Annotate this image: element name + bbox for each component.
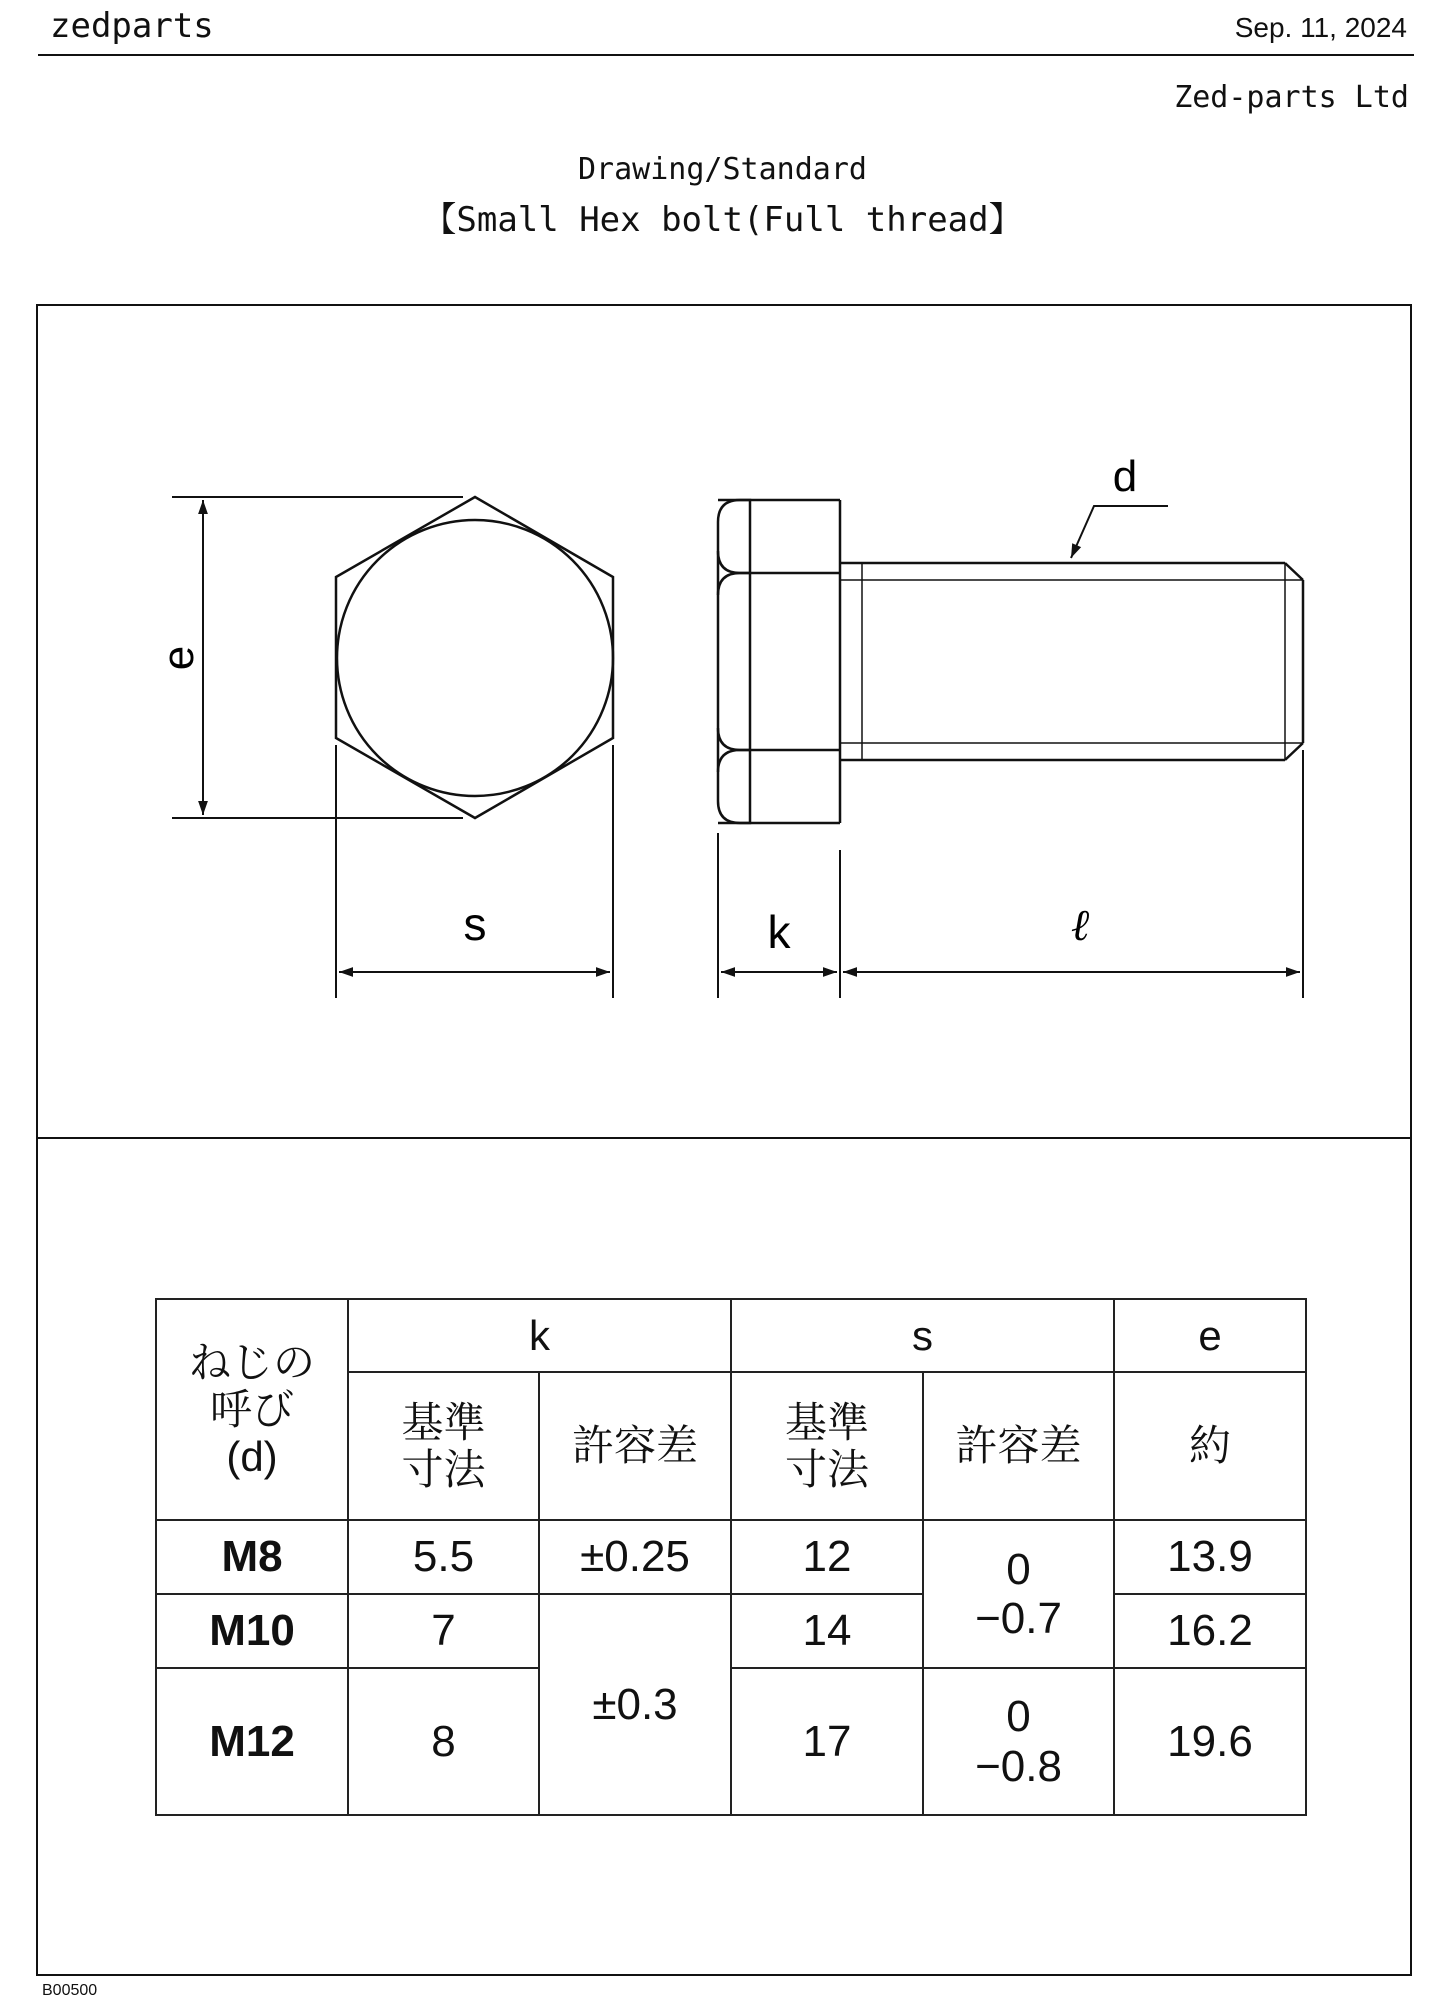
bolt-shank <box>840 563 1303 760</box>
cell-size: M8 <box>156 1520 348 1594</box>
document-title: 【Small Hex bolt(Full thread】 <box>422 200 1023 240</box>
header-e-approx: 約 <box>1114 1372 1306 1520</box>
table-row <box>156 1668 1306 1815</box>
cell-k: 7 <box>348 1594 539 1668</box>
cell-s: 17 <box>731 1668 923 1815</box>
thread-root-lines <box>840 563 1303 760</box>
label-l: ℓ <box>1070 900 1090 951</box>
table-row <box>156 1520 1306 1594</box>
header-s-basic: 基準 寸法 <box>731 1372 923 1520</box>
cell-k: 8 <box>348 1668 539 1815</box>
hex-head-end-view <box>336 497 613 818</box>
dimension-s <box>336 745 613 998</box>
header-k-basic: 基準 寸法 <box>348 1372 539 1520</box>
dimension-e <box>172 497 463 818</box>
label-d: d <box>1112 452 1138 501</box>
cell-s-tol: 0 −0.8 <box>923 1668 1114 1815</box>
header-divider <box>38 54 1414 56</box>
label-s: s <box>463 898 487 950</box>
cell-s: 14 <box>731 1594 923 1668</box>
bolt-drawing <box>38 306 1410 1136</box>
dimension-table <box>155 1298 1307 1816</box>
bolt-head-faces <box>718 500 840 823</box>
document-date: Sep. 11, 2024 <box>1234 12 1407 43</box>
header-s: s <box>731 1299 1114 1372</box>
dimension-k-l <box>718 750 1303 998</box>
header-k: k <box>348 1299 731 1372</box>
label-k: k <box>767 906 791 958</box>
bearing-circle <box>337 520 613 796</box>
bolt-head-side-view <box>718 500 750 823</box>
brand-name: zedparts <box>50 6 214 46</box>
document-type: Drawing/Standard <box>578 152 867 187</box>
header-nominal: ねじの 呼び (d) <box>156 1299 348 1520</box>
cell-e: 13.9 <box>1114 1520 1306 1594</box>
table-row <box>156 1594 1306 1668</box>
header-s-tolerance: 許容差 <box>923 1372 1114 1520</box>
frame-divider <box>36 1137 1412 1139</box>
hexagon-outline <box>336 497 613 818</box>
cell-k: 5.5 <box>348 1520 539 1594</box>
cell-e: 16.2 <box>1114 1594 1306 1668</box>
header-k-tolerance: 許容差 <box>539 1372 731 1520</box>
cell-k-tol: ±0.25 <box>539 1520 731 1594</box>
cell-size: M10 <box>156 1594 348 1668</box>
company-name: Zed-parts Ltd <box>1174 80 1409 115</box>
document-code: B00500 <box>42 1982 98 1999</box>
dimension-d-leader <box>1071 506 1168 558</box>
cell-k-tol: ±0.3 <box>539 1594 731 1815</box>
header-e: e <box>1114 1299 1306 1372</box>
cell-s: 12 <box>731 1520 923 1594</box>
cell-s-tol: 0 −0.7 <box>923 1520 1114 1668</box>
cell-e: 19.6 <box>1114 1668 1306 1815</box>
label-e: e <box>154 645 203 671</box>
cell-size: M12 <box>156 1668 348 1815</box>
